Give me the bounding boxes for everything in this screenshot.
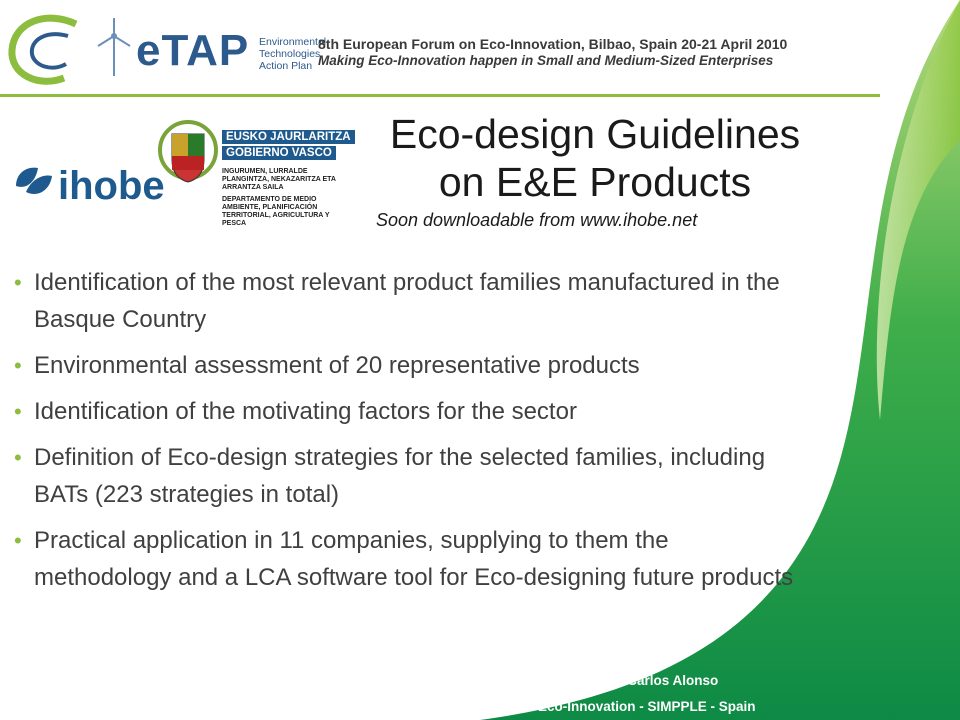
list-item: [14, 264, 804, 338]
gov-dept-basque: INGURUMEN, LURRALDE PLANGINTZA, NEKAZARITZA ETA ARRANTZA SAILA: [222, 168, 336, 191]
list-item: [14, 393, 804, 430]
gov-name-basque: EUSKO JAURLARITZA: [222, 130, 355, 144]
bullet-list: [14, 264, 804, 605]
etap-logo-icon: [6, 6, 138, 92]
slide-title: [360, 110, 830, 206]
bullet-icon: •: [14, 399, 22, 424]
gov-name-spanish: GOBIERNO VASCO: [222, 146, 336, 160]
bullet-text: Definition of Eco-design strategies for the selected families, including BATs (223 strategies in total): [34, 444, 766, 508]
title-line-1: Eco-design Guidelines: [389, 111, 801, 157]
ihobe-leaf-icon: [12, 162, 56, 206]
presenter-name: Juan Carlos Alonso: [592, 673, 719, 688]
basque-crest-icon: [158, 120, 218, 190]
forum-tagline: Making Eco-Innovation happen in Small and Medium-Sized Enterprises: [318, 53, 774, 68]
bullet-icon: •: [14, 270, 22, 295]
list-item: [14, 522, 804, 596]
bullet-text: Identification of the motivating factors for the sector: [34, 398, 577, 425]
bullet-icon: •: [14, 528, 22, 553]
bullet-text: Environmental assessment of 20 representative products: [34, 352, 640, 379]
ihobe-logo-text: ihobe: [58, 164, 165, 208]
etap-logo-text: eTAP: [136, 26, 250, 75]
gov-dept-spanish: DEPARTAMENTO DE MEDIO AMBIENTE, PLANIFICACIÓN TERRITORIAL, AGRICULTURA Y PESCA: [222, 196, 330, 227]
etap-logo-subtitle: [259, 36, 326, 72]
forum-title: 8th European Forum on Eco-Innovation, Bilbao, Spain 20-21 April 2010: [318, 36, 788, 52]
etap-line-1: Environmental: [259, 36, 327, 48]
title-line-2: on E&E Products: [438, 159, 752, 205]
presenter-organization: Eco-Innovation - SIMPPLE - Spain: [538, 699, 756, 714]
bullet-text: Practical application in 11 companies, supplying to them the methodology and a LCA software tool for Eco-designing future products: [34, 527, 794, 591]
etap-line-3: Action Plan: [259, 60, 313, 72]
slide-subtitle: Soon downloadable from www.ihobe.net: [376, 210, 698, 230]
bullet-text: Identification of the most relevant product families manufactured in the Basque Country: [34, 269, 780, 333]
header-rule: [0, 94, 880, 97]
etap-line-2: Technologies: [259, 48, 321, 60]
list-item: [14, 347, 804, 384]
list-item: [14, 439, 804, 513]
bullet-icon: •: [14, 353, 22, 378]
bullet-icon: •: [14, 445, 22, 470]
